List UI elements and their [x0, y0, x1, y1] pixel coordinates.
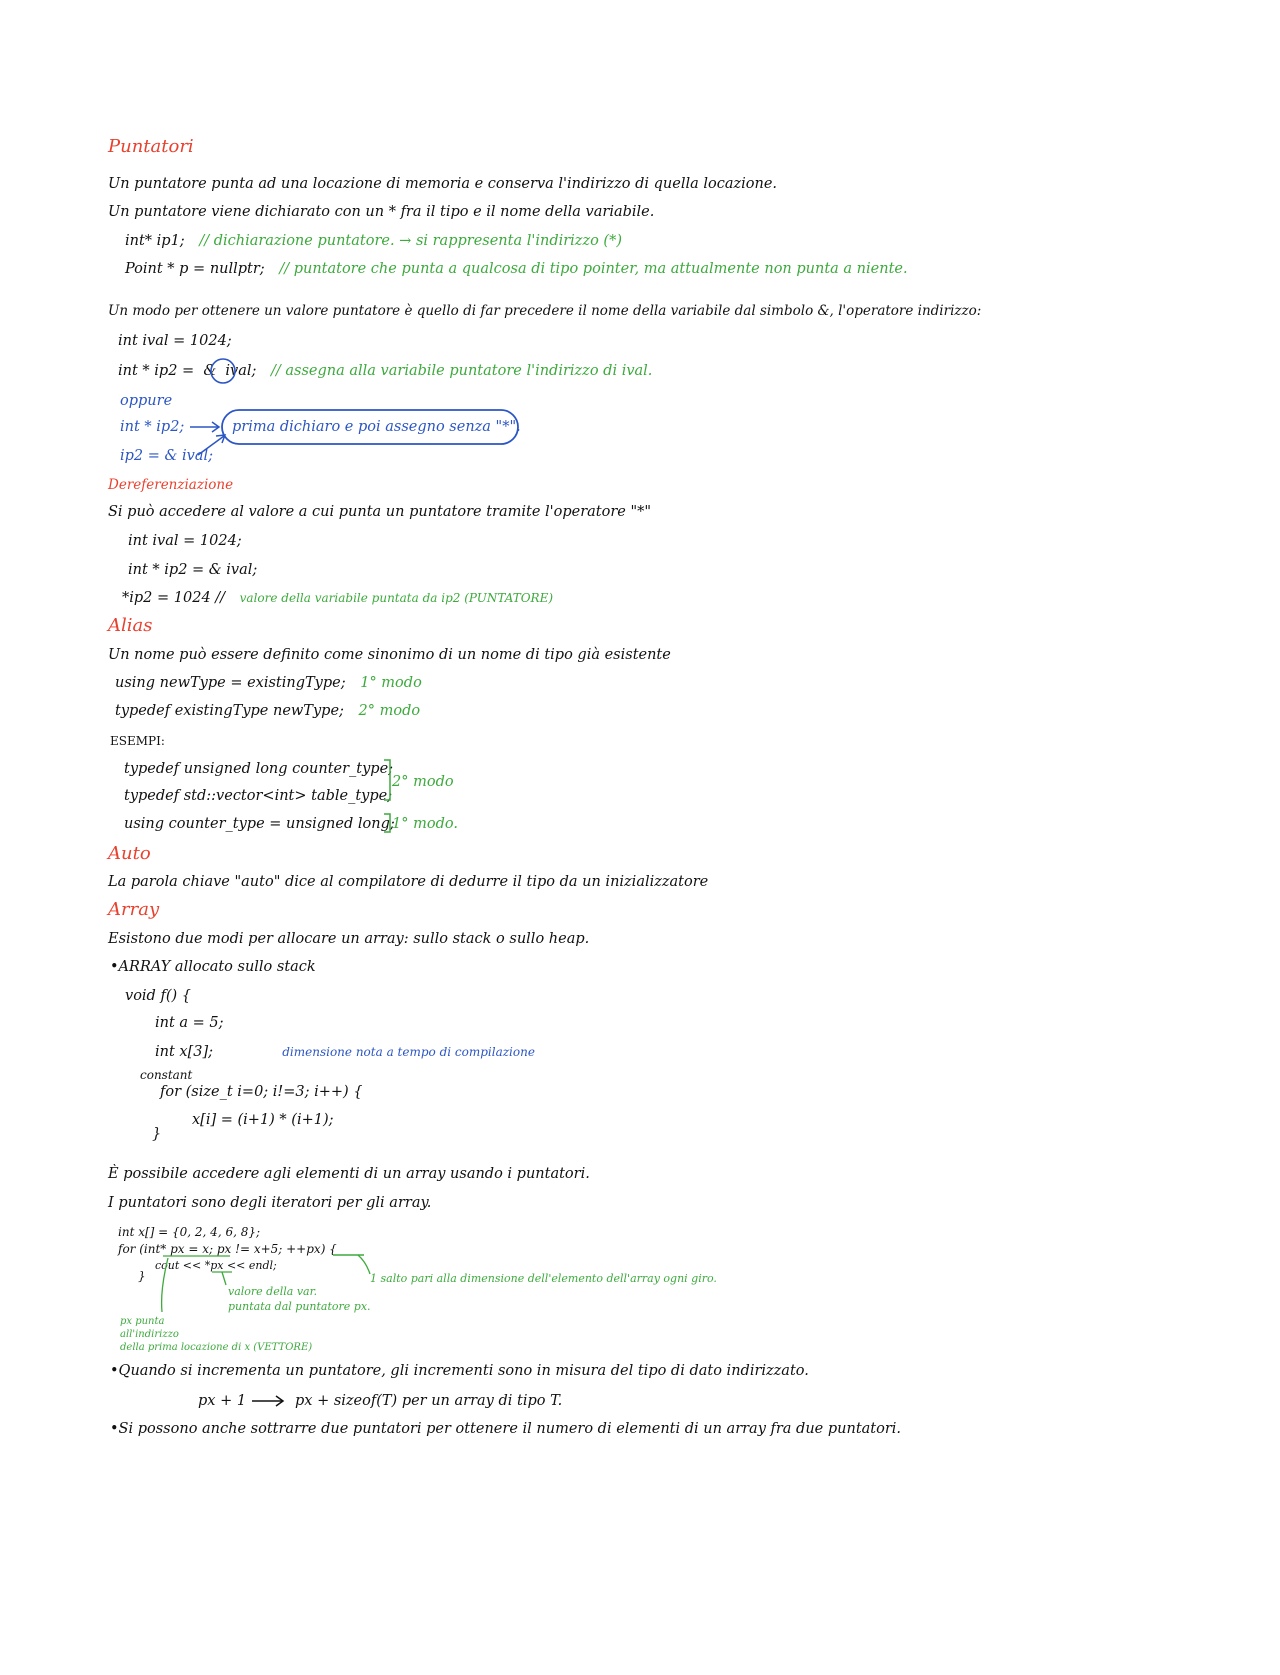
code-text: int* ip1;	[125, 233, 185, 249]
annotation-px: della prima locazione di x (VETTORE)	[120, 1342, 313, 1353]
annotation-arrow	[162, 1258, 168, 1312]
bubble-note: prima dichiaro e poi assegno senza "*".	[232, 419, 521, 435]
array-intro: Esistono due modi per allocare un array: sullo stack o sullo heap.	[108, 931, 590, 947]
esempi-label: ESEMPI:	[110, 734, 165, 748]
code-text: typedef existingType newType;	[115, 703, 344, 719]
section-title-array: Array	[108, 899, 160, 920]
code-note: 2° modo	[358, 703, 421, 719]
code-text: using counter_type = unsigned long;	[124, 816, 395, 832]
code-text: ival;	[225, 363, 257, 379]
code-text: ip2 = & ival;	[120, 448, 214, 464]
code-text: typedef std::vector<int> table_type;	[124, 788, 393, 804]
ampersand-circle	[211, 359, 235, 383]
oppure-label: oppure	[120, 393, 173, 409]
annotation-salto: 1 salto pari alla dimensione dell'elemento dell'array ogni giro.	[370, 1272, 717, 1285]
annotation-valore: valore della var.	[228, 1285, 318, 1298]
formula-right: px + sizeof(T) per un array di tipo T.	[295, 1393, 563, 1409]
annotation-px: px punta	[120, 1316, 165, 1327]
code-text: void f() {	[125, 988, 191, 1004]
code-text: int * ip2;	[120, 419, 185, 435]
circled-ampersand: &	[203, 363, 217, 379]
code-text: for (size_t i=0; i!=3; i++) {	[160, 1084, 363, 1100]
constant-label: constant	[140, 1068, 193, 1082]
section-title-auto: Auto	[108, 843, 151, 864]
alias-definition: Un nome può essere definito come sinonimo di un nome di tipo già esistente	[108, 647, 671, 663]
bracket	[384, 760, 390, 800]
code-text: int x[] = {0, 2, 4, 6, 8};	[118, 1225, 261, 1239]
puntatori-definition: Un puntatore punta ad una locazione di memoria e conserva l'indirizzo di quella locazione.	[108, 176, 778, 192]
code-text: cout << *px << endl;	[155, 1259, 277, 1272]
dereferenziazione-text: Si può accedere al valore a cui punta un puntatore tramite l'operatore "*"	[108, 504, 652, 520]
code-text: using newType = existingType;	[115, 675, 346, 691]
code-comment: // dichiarazione puntatore. → si rappresenta l'indirizzo (*)	[199, 233, 622, 249]
puntatori-declaration: Un puntatore viene dichiarato con un * fra il tipo e il nome della variabile.	[108, 204, 655, 220]
code-text: x[i] = (i+1) * (i+1);	[192, 1112, 334, 1128]
code-text: }	[138, 1269, 146, 1283]
code-comment: valore della variabile puntata da ip2 (PUNTATORE)	[239, 591, 554, 605]
code-text: int ival = 1024;	[128, 533, 242, 549]
bracket	[384, 814, 390, 832]
annotation-arrow	[358, 1255, 370, 1274]
arrow-diagonal	[198, 436, 224, 455]
array-bullet: •Quando si incrementa un puntatore, gli incrementi sono in misura del tipo di dato indirizzato.	[110, 1363, 809, 1379]
bubble-outline	[222, 410, 518, 444]
code-text: for (int* px = x; px != x+5; ++px) {	[118, 1242, 337, 1256]
array-bullet: •ARRAY allocato sullo stack	[110, 959, 316, 975]
puntatori-address-operator: Un modo per ottenere un valore puntatore è quello di far precedere il nome della variabile dal simbolo &, l'operatore indirizzo:	[108, 303, 982, 319]
annotation-px: all'indirizzo	[120, 1329, 179, 1340]
code-text: Point * p = nullptr;	[125, 261, 265, 277]
array-bullet: •Si possono anche sottrarre due puntatori per ottenere il numero di elementi di un array fra due puntatori.	[110, 1421, 902, 1437]
code-text: *ip2 = 1024 //	[122, 590, 226, 606]
code-comment: // puntatore che punta a qualcosa di tipo pointer, ma attualmente non punta a niente.	[279, 261, 908, 277]
code-note: 1° modo.	[392, 816, 458, 832]
section-title-alias: Alias	[108, 615, 153, 636]
code-text: int * ip2 =	[118, 363, 195, 379]
array-pointers-text: È possibile accedere agli elementi di un array usando i puntatori.	[108, 1166, 590, 1182]
section-title-dereferenziazione: Dereferenziazione	[108, 477, 234, 493]
code-text: int a = 5;	[155, 1015, 224, 1031]
code-text: typedef unsigned long counter_type;	[124, 761, 394, 777]
section-title-puntatori: Puntatori	[108, 136, 194, 157]
code-text: int x[3];	[155, 1044, 214, 1060]
annotation-valore: puntata dal puntatore px.	[228, 1300, 371, 1313]
code-note: 2° modo	[392, 774, 454, 790]
code-note: 1° modo	[360, 675, 422, 691]
code-comment: // assegna alla variabile puntatore l'indirizzo di ival.	[271, 363, 653, 379]
code-text: int ival = 1024;	[118, 333, 232, 349]
code-text: int * ip2 = & ival;	[128, 562, 258, 578]
array-iterators-text: I puntatori sono degli iteratori per gli array.	[108, 1195, 432, 1211]
annotation-arrow	[222, 1272, 226, 1285]
formula-left: px + 1	[198, 1393, 247, 1409]
code-comment: dimensione nota a tempo di compilazione	[282, 1045, 535, 1059]
auto-definition: La parola chiave "auto" dice al compilatore di dedurre il tipo da un inizializzatore	[108, 874, 709, 890]
code-text: }	[152, 1126, 162, 1142]
